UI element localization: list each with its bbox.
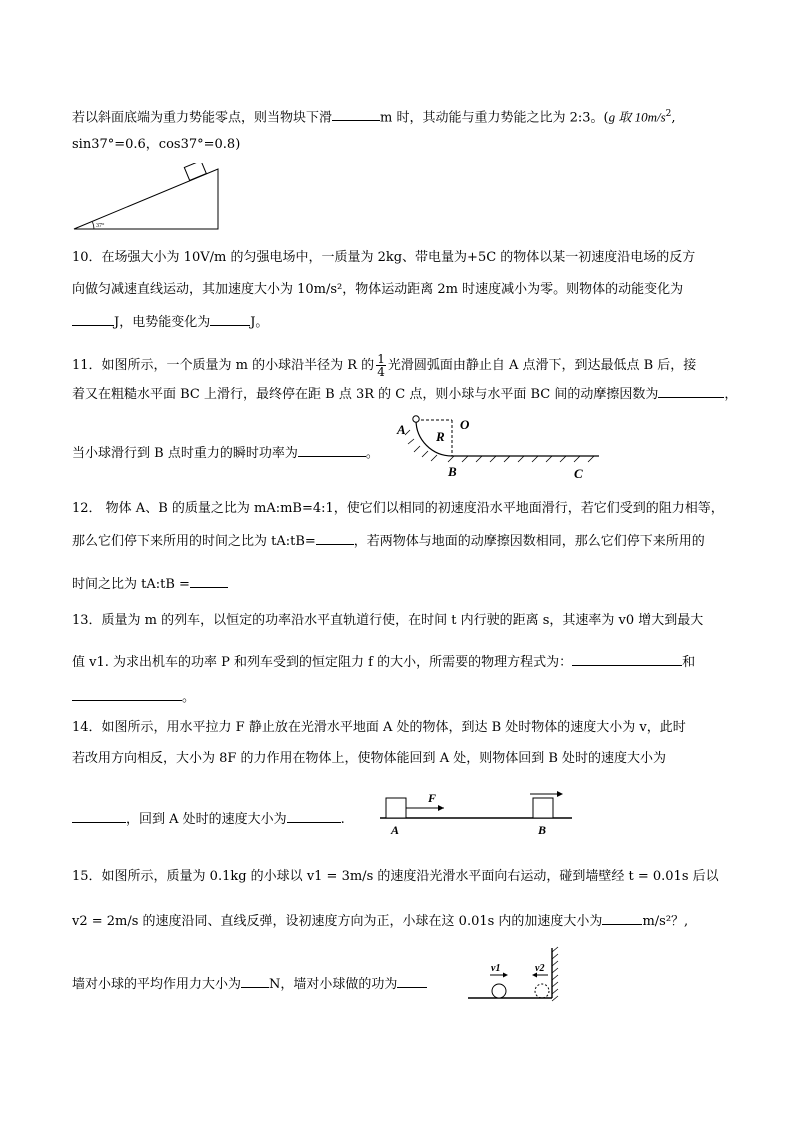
q14-blank-2 [287, 810, 341, 823]
q10-text-a: 10．在场强大小为 10V/m 的匀强电场中，一质量为 2kg、带电量为+5C 的物体以某一初速度沿电场的反方 [72, 250, 696, 265]
arc-surface [416, 420, 452, 456]
label-B: B [538, 823, 547, 837]
q13-text-d: 。 [182, 690, 196, 705]
q12-text-b: 那么它们停下来所用的时间之比为 tA:tB= [72, 534, 316, 549]
small-ball [413, 416, 419, 422]
q15-text-a: 15．如图所示，质量为 0.1kg 的小球以 v1 = 3m/s 的速度沿光滑水平面向右运动，碰到墙壁经 t = 0.01s 后以 [72, 869, 719, 884]
label-F: F [428, 791, 437, 805]
q9-text-d: sin37°=0.6，cos37°=0.8) [72, 137, 241, 152]
q9-line-1: 若以斜面底端为重力势能零点，则当物块下滑 m 时，其动能与重力势能之比为 2:3。(g 取 $10m/s^2$, [72, 109, 676, 126]
label-A: A [391, 823, 400, 837]
q15-text-c: m/s²？, [642, 914, 689, 929]
quarter-fraction [376, 353, 386, 378]
q15-text-b: v2 = 2m/s 的速度沿同、直线反弹，设初速度方向为正，小球在这 0.01s 内的加速度大小为 [72, 914, 603, 929]
ground-hatching [405, 430, 594, 462]
q15-blank-1 [602, 912, 642, 925]
q9-blank [332, 108, 380, 121]
q9-line-2 [72, 137, 240, 153]
q9-text-a: 若以斜面底端为重力势能零点，则当物块下滑 [72, 110, 333, 126]
q12-text-c: ，若两物体与地面的动摩擦因数相同，那么它们停下来所用的 [353, 534, 705, 549]
q11-text-c: 着又在粗糙水平面 BC 上滑行，最终停在距 B 点 3R 的 C 点，则小球与水平面 BC 间的动摩擦因数为 [72, 387, 659, 402]
q14-line-3 [72, 810, 345, 828]
arc-track-figure [394, 412, 604, 482]
q10-line-1 [72, 250, 695, 266]
label-O: O [460, 417, 470, 432]
q13-blank-2 [72, 688, 182, 701]
q14-text-b: 若改用方向相反，大小为 8F 的力作用在物体上，使物体能回到 A 处，则物体回到 B 处时的速度大小为 [72, 751, 667, 766]
q10-line-3 [72, 313, 268, 331]
q12-text-a: 12． 物体 A、B 的质量之比为 mA:mB=4:1，使它们以相同的初速度沿水平地面滑行，若它们受到的阻力相等， [72, 501, 724, 516]
q10-text-d: J。 [250, 315, 269, 330]
q10-text-c: J，电势能变化为 [114, 315, 211, 330]
angle-arc [93, 222, 95, 229]
force-arrowhead [438, 805, 444, 811]
q9-text-c: g 取 10m/s [608, 109, 666, 125]
q11-blank-2 [298, 444, 366, 457]
q13-line-3 [72, 688, 195, 706]
q14-text-c: ，回到 A 处时的速度大小为 [126, 812, 287, 827]
label-C: C [574, 466, 583, 481]
fraction-denominator: 4 [377, 365, 385, 379]
q11-text-e: 当小球滑行到 B 点时重力的瞬时功率为 [72, 446, 298, 461]
q15-line-3 [72, 975, 427, 993]
force-block-figure [376, 786, 576, 840]
block-at-B [533, 798, 553, 818]
q12-line-2 [72, 532, 705, 550]
q15-blank-3 [397, 975, 427, 988]
block-at-A [386, 798, 406, 818]
fraction-numerator: 1 [377, 352, 385, 366]
q15-line-2 [72, 912, 688, 930]
ball [492, 984, 506, 998]
q10-blank-2 [210, 313, 250, 326]
q11-text-a: 11．如图所示，一个质量为 m 的小球沿半径为 R 的 [72, 358, 375, 373]
incline-figure [72, 163, 222, 233]
q15-text-d: 墙对小球的平均作用力大小为 [72, 977, 242, 992]
q14-line-2 [72, 751, 666, 767]
q13-line-1 [72, 613, 703, 629]
q13-blank-1 [572, 653, 682, 666]
q12-line-3 [72, 575, 228, 593]
q9-text-b: m 时，其动能与重力势能之比为 2:3。( [380, 110, 609, 126]
q14-text-a: 14．如图所示，用水平拉力 F 静止放在光滑水平地面 A 处的物体，到达 B 处时物体的速度大小为 v，此时 [72, 720, 686, 735]
wall-hatching [552, 947, 558, 1001]
angle-label: 37° [96, 223, 105, 229]
q11-text-b: 光滑圆弧面由静止自 A 点滑下，到达最低点 B 后，接 [387, 358, 697, 373]
q11-line-2 [72, 385, 737, 403]
ball-wall-figure [466, 944, 570, 1010]
q11-blank-1 [658, 385, 724, 398]
q12-blank-1 [316, 532, 354, 545]
q13-text-a: 13．质量为 m 的列车，以恒定的功率沿水平直轨道行使，在时间 t 内行驶的距离 s，其速率为 v0 增大到最大 [72, 613, 704, 628]
q10-blank-1 [72, 313, 114, 326]
label-v1: v1 [491, 963, 501, 974]
incline-block [184, 163, 206, 180]
ball-rebound [535, 984, 549, 998]
q15-text-e: N，墙对小球做的功为 [269, 977, 398, 992]
q15-blank-2 [241, 975, 269, 988]
q13-text-b: 值 v1. 为求出机车的功率 P 和列车受到的恒定阻力 f 的大小，所需要的物理方程式为： [72, 655, 573, 670]
q11-text-f: 。 [365, 446, 379, 461]
label-R: R [436, 429, 445, 444]
q10-line-2 [72, 282, 683, 298]
q15-line-1 [72, 869, 719, 885]
q12-line-1 [72, 501, 724, 517]
q11-line-1 [72, 353, 696, 378]
label-v2: v2 [535, 963, 545, 974]
label-B: B [448, 464, 457, 479]
q13-text-c: 和 [682, 655, 696, 670]
q11-line-3 [72, 444, 379, 462]
q12-text-d: 时间之比为 tA:tB = [72, 577, 190, 592]
q14-text-d: . [340, 812, 345, 827]
q14-blank-1 [72, 810, 126, 823]
label-A: A [397, 422, 406, 437]
q13-line-2 [72, 653, 695, 671]
q14-line-1 [72, 720, 686, 736]
q10-text-b: 向做匀减速直线运动，其加速度大小为 10m/s²，物体运动距离 2m 时速度减小为零。则物体的动能变化为 [72, 282, 684, 297]
q12-blank-2 [190, 575, 228, 588]
q11-text-d: ， [724, 387, 738, 402]
velocity-arrowhead [557, 791, 563, 797]
v1-arrowhead [503, 973, 508, 978]
